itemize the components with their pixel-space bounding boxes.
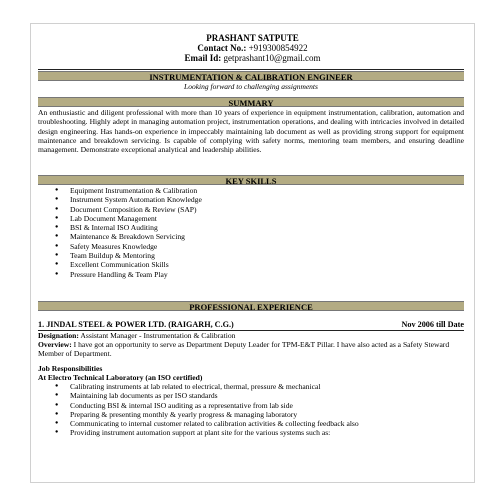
list-item: ● Excellent Communication Skills	[55, 260, 202, 269]
company-title	[38, 320, 464, 330]
summary-heading: SUMMARY	[38, 97, 464, 107]
contact-label: Contact No.:	[197, 43, 247, 53]
list-item: ● Maintenance & Breakdown Servicing	[55, 232, 202, 241]
list-item: ● Instrument System Automation Knowledge	[55, 195, 202, 204]
overview-value: I have got an opportunity to serve as Department Deputy Leader for TPM-E&T Pillar. I have also acted as a Safety Steward Member of Department.	[38, 340, 450, 359]
objective-tagline: Looking forward to challenging assignments	[184, 82, 318, 91]
responsibilities-list	[55, 382, 465, 438]
key-skills-list	[55, 186, 202, 279]
employment-period: Nov 2006 till Date	[401, 320, 464, 329]
lab-heading: At Electro Technical Laboratory (an ISO certified)	[38, 373, 203, 382]
list-item: ● Safety Measures Knowledge	[55, 242, 202, 251]
header-divider	[38, 69, 464, 70]
list-item: ● Providing instrument automation support at plant site for the various systems such as:	[55, 428, 465, 437]
email-label: Email Id:	[184, 53, 222, 63]
list-item: ● Communicating to internal customer related to calibration activities & collecting feedback also	[55, 419, 465, 428]
overview-label: Overview:	[38, 340, 72, 349]
list-item: ● Pressure Handling & Team Play	[55, 270, 202, 279]
email-line	[30, 53, 475, 63]
professional-experience-heading: PROFESSIONAL EXPERIENCE	[38, 301, 464, 311]
list-item: ● Maintaining lab documents as per ISO standards	[55, 391, 465, 400]
company-name: 1. JINDAL STEEL & POWER LTD. (RAIGARH, C.G.)	[38, 320, 234, 329]
list-item: ● Calibrating instruments at lab related to electrical, thermal, pressure & mechanical	[55, 382, 465, 391]
designation-label: Designation:	[38, 331, 79, 340]
list-item: ● Team Buildup & Mentoring	[55, 251, 202, 260]
contact-value: +919300854922	[248, 43, 308, 53]
job-responsibilities-heading: Job Responsibilities	[38, 364, 103, 373]
designation-line	[38, 331, 464, 340]
list-item: ● Equipment Instrumentation & Calibration	[55, 186, 202, 195]
list-item: ● Conducting BSI & internal ISO auditing as a representative from lab side	[55, 401, 465, 410]
email-value: getprashant10@gmail.com	[223, 53, 321, 63]
list-item: ● Lab Document Management	[55, 214, 202, 223]
contact-line	[30, 43, 475, 53]
list-item: ● Preparing & presenting monthly & yearly progress & managing laboratory	[55, 410, 465, 419]
list-item: ● Document Composition & Review (SAP)	[55, 205, 202, 214]
overview-line	[38, 340, 464, 359]
designation-value: Assistant Manager - Instrumentation & Calibration	[80, 331, 236, 340]
list-item: ● BSI & Internal ISO Auditing	[55, 223, 202, 232]
candidate-name: PRASHANT SATPUTE	[206, 33, 299, 43]
summary-text: An enthusiastic and diligent professional with more than 10 years of experience in equipment instrumentation, calibration, automation and troubleshooting. Highly adept in managing automation project, instrumentation operations, and dealing with intricacies involved in detailed design engineering. Has hands-on experience in impeccably maintaining lab document as well as providing strong support for equipment maintenance and breakdown servicing. Is capable of complying with safety norms, mentoring team members, and ensuring deadline management. Demonstrate exceptional analytical and leadership abilities.	[38, 108, 464, 155]
objective-title-bar: INSTRUMENTATION & CALIBRATION ENGINEER	[38, 71, 464, 81]
resume-header	[30, 33, 475, 63]
key-skills-heading: KEY SKILLS	[38, 175, 464, 185]
